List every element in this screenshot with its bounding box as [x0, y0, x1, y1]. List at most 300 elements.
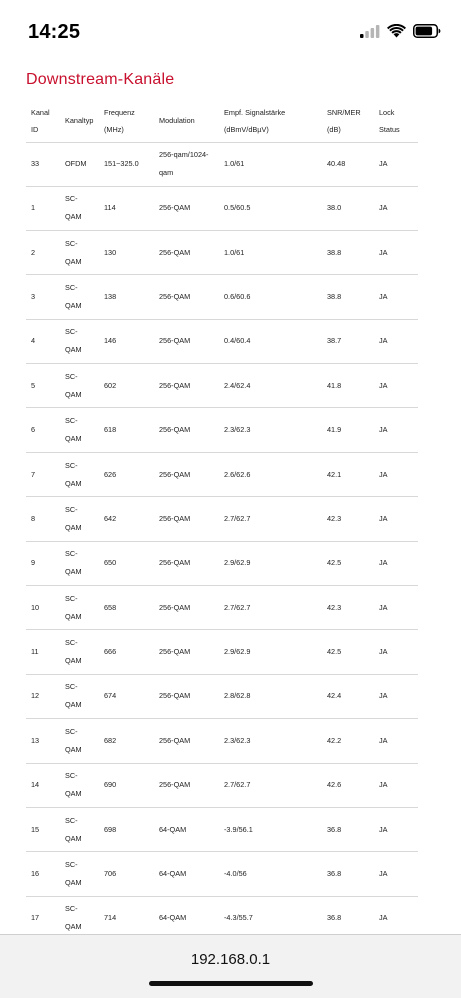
cellular-signal-icon	[360, 25, 380, 38]
cell-text: SC-	[65, 460, 78, 470]
cell-text: 42.5	[327, 558, 342, 568]
cell-kanaltyp	[60, 586, 99, 630]
cell-snr-mer	[322, 364, 374, 408]
cell-kanaltyp	[60, 275, 99, 319]
cell-text: 0.6/60.6	[224, 291, 251, 301]
cell-signalstaerke	[219, 408, 322, 452]
browser-toolbar	[0, 934, 461, 998]
cell-text: 41.9	[327, 425, 342, 435]
cell-text: -4.3/55.7	[224, 913, 253, 923]
cell-signalstaerke	[219, 541, 322, 585]
cell-text: QAM	[65, 878, 82, 888]
cell-text: QAM	[65, 522, 82, 532]
cell-snr-mer	[322, 408, 374, 452]
cell-signalstaerke	[219, 719, 322, 763]
cell-text: 64-QAM	[159, 824, 187, 834]
cell-text: 42.4	[327, 691, 342, 701]
table-row	[26, 364, 418, 408]
cell-text: QAM	[65, 212, 82, 222]
cell-text: SC-	[65, 282, 78, 292]
cell-text: QAM	[65, 744, 82, 754]
cell-text: SC-	[65, 504, 78, 514]
cell-text: SC-	[65, 194, 78, 204]
cell-text: 0.4/60.4	[224, 336, 251, 346]
cell-signalstaerke	[219, 186, 322, 230]
cell-text: 16	[31, 869, 40, 879]
cell-snr-mer	[322, 186, 374, 230]
cell-text: QAM	[65, 256, 82, 266]
cell-lock-status	[374, 630, 418, 674]
cell-frequenz	[99, 275, 154, 319]
cell-kanal-id	[26, 541, 60, 585]
cell-text: SC-	[65, 327, 78, 337]
cell-text: 4	[31, 336, 36, 346]
cell-modulation	[154, 807, 219, 851]
cell-kanaltyp	[60, 364, 99, 408]
table-row	[26, 541, 418, 585]
cell-text: 40.48	[327, 159, 346, 168]
cell-text: 256-QAM	[159, 558, 191, 568]
cell-text: JA	[379, 203, 388, 213]
column-header-line: ID	[31, 124, 39, 134]
cell-text: QAM	[65, 656, 82, 666]
column-header-line: Frequenz	[104, 107, 135, 117]
cell-text: 17	[31, 913, 40, 923]
cell-modulation	[154, 497, 219, 541]
cell-text: 38.8	[327, 291, 342, 301]
cell-signalstaerke	[219, 452, 322, 496]
cell-lock-status	[374, 142, 418, 186]
cell-text: SC-	[65, 904, 78, 914]
cell-lock-status	[374, 807, 418, 851]
cell-text: SC-	[65, 726, 78, 736]
column-header-line: SNR/MER	[327, 107, 361, 117]
cell-frequenz	[99, 497, 154, 541]
cell-text: 256-QAM	[159, 291, 191, 301]
cell-text: JA	[379, 247, 388, 257]
cell-text: qam	[159, 168, 174, 177]
cell-text: 706	[104, 869, 117, 879]
cell-kanaltyp	[60, 763, 99, 807]
cell-text: 256-QAM	[159, 380, 191, 390]
cell-text: 642	[104, 513, 117, 523]
cell-kanal-id	[26, 807, 60, 851]
cell-text: 38.7	[327, 336, 342, 346]
cell-lock-status	[374, 541, 418, 585]
cell-text: JA	[379, 336, 388, 346]
cell-lock-status	[374, 674, 418, 718]
cell-snr-mer	[322, 807, 374, 851]
cell-kanaltyp	[60, 630, 99, 674]
cell-kanal-id	[26, 275, 60, 319]
section-title: Downstream-Kanäle	[26, 71, 175, 88]
cell-text: 36.8	[327, 824, 342, 834]
cell-frequenz	[99, 319, 154, 363]
cell-text: 658	[104, 602, 117, 612]
cell-text: 42.3	[327, 602, 342, 612]
cell-frequenz	[99, 630, 154, 674]
cell-text: JA	[379, 780, 388, 790]
cell-kanaltyp	[60, 807, 99, 851]
column-header-kanaltyp	[60, 100, 99, 142]
cell-modulation	[154, 719, 219, 763]
table-row	[26, 896, 418, 934]
cell-modulation	[154, 674, 219, 718]
cell-text: 9	[31, 558, 36, 568]
cell-snr-mer	[322, 142, 374, 186]
column-header-line: (dBmV/dBµV)	[224, 124, 269, 134]
cell-snr-mer	[322, 319, 374, 363]
cell-kanal-id	[26, 186, 60, 230]
cell-text: 714	[104, 913, 117, 923]
cell-text: SC-	[65, 682, 78, 692]
cell-text: 64-QAM	[159, 913, 187, 923]
cell-frequenz	[99, 719, 154, 763]
cell-text: 256-QAM	[159, 647, 191, 657]
table-body	[26, 142, 418, 934]
table-row	[26, 319, 418, 363]
cell-lock-status	[374, 497, 418, 541]
cell-text: 5	[31, 380, 36, 390]
table-header-row	[26, 100, 418, 142]
cell-text: SC-	[65, 638, 78, 648]
cell-lock-status	[374, 275, 418, 319]
column-header-line: Lock	[379, 107, 395, 117]
cell-text: 626	[104, 469, 117, 479]
cell-text: 602	[104, 380, 117, 390]
table-row	[26, 719, 418, 763]
cell-text: 2.7/62.7	[224, 513, 251, 523]
cell-kanal-id	[26, 364, 60, 408]
cell-text: 2.6/62.6	[224, 469, 251, 479]
cell-signalstaerke	[219, 674, 322, 718]
cell-text: 2.7/62.7	[224, 780, 251, 790]
page-content	[0, 62, 461, 934]
cell-text: 618	[104, 425, 117, 435]
cell-text: JA	[379, 425, 388, 435]
column-header-line: Modulation	[159, 116, 195, 126]
cell-text: 33	[31, 159, 40, 168]
cell-text: OFDM	[65, 159, 87, 168]
cell-modulation	[154, 630, 219, 674]
column-header-line: (dB)	[327, 124, 341, 134]
cell-text: QAM	[65, 789, 82, 799]
cell-lock-status	[374, 763, 418, 807]
cell-text: QAM	[65, 700, 82, 710]
cell-text: 130	[104, 247, 117, 257]
cell-text: 41.8	[327, 380, 342, 390]
cell-text: 256-QAM	[159, 425, 191, 435]
table-row	[26, 230, 418, 274]
address-bar[interactable]: 192.168.0.1	[190, 951, 271, 968]
cell-text: 13	[31, 735, 40, 745]
cell-text: 42.2	[327, 735, 342, 745]
cell-text: 10	[31, 602, 40, 612]
cell-frequenz	[99, 230, 154, 274]
cell-text: JA	[379, 558, 388, 568]
cell-lock-status	[374, 896, 418, 934]
cell-text: SC-	[65, 238, 78, 248]
cell-lock-status	[374, 364, 418, 408]
cell-modulation	[154, 541, 219, 585]
cell-text: JA	[379, 735, 388, 745]
cell-modulation	[154, 852, 219, 896]
cell-text: 38.8	[327, 247, 342, 257]
cell-signalstaerke	[219, 586, 322, 630]
cell-modulation	[154, 186, 219, 230]
cell-snr-mer	[322, 896, 374, 934]
cell-signalstaerke	[219, 630, 322, 674]
cell-text: 674	[104, 691, 117, 701]
cell-kanal-id	[26, 719, 60, 763]
cell-text: JA	[379, 291, 388, 301]
cell-text: 698	[104, 824, 117, 834]
cell-frequenz	[99, 452, 154, 496]
cell-text: 0.5/60.5	[224, 203, 251, 213]
cell-text: 42.3	[327, 513, 342, 523]
cell-text: 151~325.0	[104, 159, 139, 168]
cell-text: 256-QAM	[159, 247, 191, 257]
cell-kanaltyp	[60, 674, 99, 718]
cell-text: JA	[379, 469, 388, 479]
cell-text: QAM	[65, 345, 82, 355]
cell-kanaltyp	[60, 896, 99, 934]
cell-text: QAM	[65, 922, 82, 932]
cell-text: 1.0/61	[224, 159, 245, 168]
wifi-icon	[387, 24, 406, 38]
cell-text: SC-	[65, 593, 78, 603]
cell-text: QAM	[65, 611, 82, 621]
home-indicator[interactable]	[149, 981, 313, 986]
cell-snr-mer	[322, 230, 374, 274]
cell-text: 690	[104, 780, 117, 790]
cell-kanaltyp	[60, 541, 99, 585]
cell-text: 7	[31, 469, 36, 479]
cell-text: 11	[31, 647, 39, 657]
table-row	[26, 408, 418, 452]
cell-text: JA	[379, 691, 388, 701]
cell-text: SC-	[65, 549, 78, 559]
cell-kanaltyp	[60, 719, 99, 763]
cell-lock-status	[374, 186, 418, 230]
cell-signalstaerke	[219, 275, 322, 319]
cell-kanaltyp	[60, 186, 99, 230]
cell-text: 42.6	[327, 780, 342, 790]
cell-signalstaerke	[219, 852, 322, 896]
cell-text: 146	[104, 336, 117, 346]
cell-kanaltyp	[60, 452, 99, 496]
cell-text: SC-	[65, 815, 78, 825]
status-icons	[360, 24, 441, 38]
cell-frequenz	[99, 364, 154, 408]
cell-text: 2.8/62.8	[224, 691, 251, 701]
cell-modulation	[154, 586, 219, 630]
cell-lock-status	[374, 852, 418, 896]
cell-kanaltyp	[60, 497, 99, 541]
cell-text: QAM	[65, 567, 82, 577]
cell-text: 2.4/62.4	[224, 380, 251, 390]
cell-kanaltyp	[60, 230, 99, 274]
column-header-frequenz	[99, 100, 154, 142]
cell-text: QAM	[65, 833, 82, 843]
column-header-line: Empf. Signalstärke	[224, 107, 286, 117]
cell-text: 114	[104, 203, 116, 213]
table-row	[26, 763, 418, 807]
column-header-lock-status	[374, 100, 418, 142]
cell-modulation	[154, 275, 219, 319]
cell-kanaltyp	[60, 852, 99, 896]
cell-text: JA	[379, 869, 388, 879]
cell-text: 2.9/62.9	[224, 558, 251, 568]
cell-text: JA	[379, 602, 388, 612]
table-row	[26, 630, 418, 674]
cell-frequenz	[99, 142, 154, 186]
cell-text: 256-qam/1024-	[159, 150, 209, 159]
status-bar	[0, 0, 461, 62]
cell-snr-mer	[322, 452, 374, 496]
cell-kanal-id	[26, 763, 60, 807]
cell-signalstaerke	[219, 896, 322, 934]
cell-kanal-id	[26, 142, 60, 186]
cell-snr-mer	[322, 497, 374, 541]
column-header-line: Kanaltyp	[65, 116, 94, 126]
cell-text: 256-QAM	[159, 691, 191, 701]
cell-snr-mer	[322, 630, 374, 674]
cell-text: 256-QAM	[159, 602, 191, 612]
cell-text: JA	[379, 647, 388, 657]
battery-icon	[413, 24, 441, 38]
table-row	[26, 497, 418, 541]
column-header-line: Kanal	[31, 107, 50, 117]
table-row	[26, 852, 418, 896]
cell-snr-mer	[322, 586, 374, 630]
cell-lock-status	[374, 586, 418, 630]
cell-text: SC-	[65, 771, 78, 781]
cell-modulation	[154, 142, 219, 186]
table-row	[26, 586, 418, 630]
cell-frequenz	[99, 186, 154, 230]
cell-text: 2.9/62.9	[224, 647, 251, 657]
cell-kanal-id	[26, 586, 60, 630]
cell-kanaltyp	[60, 142, 99, 186]
cell-signalstaerke	[219, 364, 322, 408]
cell-text: 666	[104, 647, 117, 657]
cell-frequenz	[99, 807, 154, 851]
cell-text: JA	[379, 159, 388, 168]
cell-text: SC-	[65, 371, 78, 381]
cell-frequenz	[99, 763, 154, 807]
cell-text: 2.3/62.3	[224, 735, 251, 745]
cell-frequenz	[99, 852, 154, 896]
column-header-snr-mer	[322, 100, 374, 142]
cell-text: QAM	[65, 434, 82, 444]
cell-kanaltyp	[60, 408, 99, 452]
column-header-signalstaerke	[219, 100, 322, 142]
cell-text: 8	[31, 513, 36, 523]
cell-lock-status	[374, 719, 418, 763]
cell-modulation	[154, 230, 219, 274]
table-row	[26, 275, 418, 319]
cell-modulation	[154, 896, 219, 934]
cell-lock-status	[374, 452, 418, 496]
cell-text: JA	[379, 913, 388, 923]
cell-text: 38.0	[327, 203, 342, 213]
cell-text: 36.8	[327, 869, 342, 879]
cell-modulation	[154, 763, 219, 807]
cell-kanal-id	[26, 852, 60, 896]
cell-text: QAM	[65, 478, 82, 488]
cell-text: SC-	[65, 860, 78, 870]
cell-text: 256-QAM	[159, 735, 191, 745]
cell-kanal-id	[26, 408, 60, 452]
cell-text: 256-QAM	[159, 203, 191, 213]
cell-frequenz	[99, 541, 154, 585]
cell-text: 42.5	[327, 647, 342, 657]
cell-text: JA	[379, 824, 388, 834]
table-row	[26, 186, 418, 230]
cell-text: 12	[31, 691, 40, 701]
table-row	[26, 807, 418, 851]
cell-lock-status	[374, 319, 418, 363]
cell-text: 138	[104, 291, 117, 301]
cell-kanal-id	[26, 319, 60, 363]
cell-modulation	[154, 319, 219, 363]
cell-text: 2.3/62.3	[224, 425, 251, 435]
cell-snr-mer	[322, 275, 374, 319]
column-header-line: Status	[379, 124, 400, 134]
cell-kanal-id	[26, 230, 60, 274]
cell-lock-status	[374, 230, 418, 274]
cell-text: JA	[379, 380, 388, 390]
column-header-modulation	[154, 100, 219, 142]
status-time: 14:25	[28, 21, 81, 43]
cell-text: 3	[31, 291, 36, 301]
column-header-kanal-id	[26, 100, 60, 142]
cell-frequenz	[99, 586, 154, 630]
cell-text: 14	[31, 780, 40, 790]
table-row	[26, 452, 418, 496]
cell-text: 42.1	[327, 469, 342, 479]
cell-modulation	[154, 408, 219, 452]
cell-lock-status	[374, 408, 418, 452]
cell-text: -4.0/56	[224, 869, 247, 879]
cell-text: 1.0/61	[224, 247, 245, 257]
cell-text: QAM	[65, 300, 82, 310]
cell-kanal-id	[26, 630, 60, 674]
cell-text: 2.7/62.7	[224, 602, 251, 612]
cell-text: SC-	[65, 416, 78, 426]
cell-signalstaerke	[219, 763, 322, 807]
cell-text: 36.8	[327, 913, 342, 923]
cell-text: 6	[31, 425, 36, 435]
cell-text: QAM	[65, 389, 82, 399]
cell-text: 1	[31, 203, 36, 213]
cell-kanal-id	[26, 452, 60, 496]
cell-modulation	[154, 452, 219, 496]
cell-snr-mer	[322, 763, 374, 807]
cell-frequenz	[99, 896, 154, 934]
cell-signalstaerke	[219, 807, 322, 851]
cell-snr-mer	[322, 719, 374, 763]
cell-snr-mer	[322, 852, 374, 896]
cell-text: 2	[31, 247, 36, 257]
cell-text: 256-QAM	[159, 780, 191, 790]
cell-text: 64-QAM	[159, 869, 187, 879]
cell-text: 256-QAM	[159, 336, 191, 346]
downstream-channel-table	[26, 100, 418, 934]
cell-kanal-id	[26, 497, 60, 541]
cell-kanal-id	[26, 896, 60, 934]
